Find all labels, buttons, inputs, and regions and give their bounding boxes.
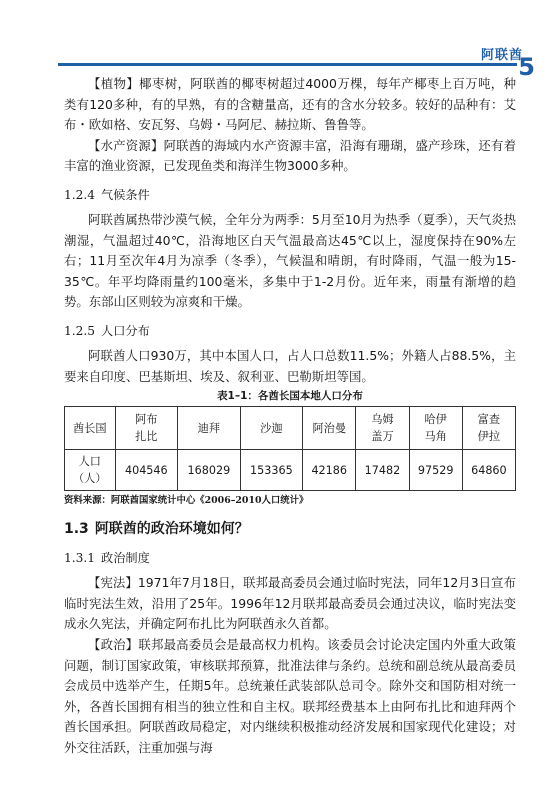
running-header-title: 阿联酋 — [480, 48, 523, 63]
table-header-cell: 哈伊 马角 — [409, 407, 462, 450]
paragraph-aquatic: 【水产资源】阿联酋的海域内水产资源丰富，沿海有珊瑚，盛产珍珠，还有着丰富的渔业资源，已发现鱼类和海洋生物3000多种。 — [64, 137, 516, 174]
heading-politics — [64, 518, 516, 540]
table-cell: 153365 — [240, 450, 303, 491]
table-cell: 17482 — [356, 450, 409, 491]
paragraph-population: 阿联酋人口930万，其中本国人口，占人口总数11.5%；外籍人占88.5%，主要来自印度、巴基斯坦、埃及、叙利亚、巴勒斯坦等国。 — [64, 347, 516, 384]
header-rule — [58, 63, 517, 66]
table-header-cell: 阿治曼 — [303, 407, 356, 450]
table-cell: 404546 — [115, 450, 178, 491]
table-header-cell: 富查 伊拉 — [462, 407, 515, 450]
table-cell: 64860 — [462, 450, 515, 491]
table-header-cell: 迪拜 — [178, 407, 241, 450]
table-header-row — [65, 407, 516, 450]
paragraph-politics: 【政治】联邦最高委员会是最高权力机构。该委员会讨论决定国内外重大政策问题，制订国家政策，审核联邦预算，批准法律与条约。总统和副总统从最高委员会成员中选举产生，任期5年。总统兼任武装部队总司令。除外交和国防相对统一外，各酋长国拥有相当的独立性和自主权。联邦经费基本上由阿布扎比和迪拜两个酋长国承担。阿联酋政局稳定，对内继续积极推动经济发展和国家现代化建设；对外交往活跃，注重加强与海 — [64, 636, 516, 755]
paragraph-constitution: 【宪法】1971年7月18日，联邦最高委员会通过临时宪法，同年12月3日宣布临时宪法生效，沿用了25年。1996年12月联邦最高委员会通过决议，临时宪法变成永久宪法，并确定阿布扎比为阿联酋永久首都。 — [64, 575, 516, 632]
heading-climate — [64, 186, 516, 204]
table-caption: 表1–1：各酋长国本地人口分布 — [217, 390, 363, 403]
page-number: 5 — [518, 53, 535, 81]
heading-climate-number: 1.2.4 — [64, 187, 96, 202]
table-header-cell: 阿布 扎比 — [115, 407, 178, 450]
table-row-label: 人口 （人） — [65, 450, 116, 491]
table-header-cell: 乌姆 盖万 — [356, 407, 409, 450]
heading-population — [64, 322, 516, 340]
heading-politics-number: 1.3 — [64, 521, 89, 538]
population-table — [64, 406, 516, 491]
paragraph-plants: 【植物】椰枣树，阿联酋的椰枣树超过4000万棵，每年产椰枣上百万吨，种类有120多种，有的早熟，有的含糖量高，还有的含水分较多。较好的品种有：艾布・欧如格、安瓦努、乌姆・马阿尼、赫拉斯、鲁鲁等。 — [64, 76, 516, 133]
page-body — [64, 74, 516, 758]
table-cell: 168029 — [178, 450, 241, 491]
heading-political-system-title: 政治制度 — [101, 551, 150, 566]
heading-climate-title: 气候条件 — [101, 187, 150, 202]
table-cell: 97529 — [409, 450, 462, 491]
heading-population-title: 人口分布 — [101, 323, 150, 338]
table-source-note: 资料来源：阿联酋国家统计中心《2006–2010人口统计》 — [64, 495, 309, 507]
table-cell: 42186 — [303, 450, 356, 491]
paragraph-climate: 阿联酋属热带沙漠气候，全年分为两季：5月至10月为热季（夏季），天气炎热潮湿，气温超过40℃，沿海地区白天气温最高达45℃以上，湿度保持在90%左右；11月至次年4月为凉季（冬季），气候温和晴朗，有时降雨，气温一般为15-35℃。年平均降雨量约100毫米，多集中于1-2月份。近年来，雨量有渐增的趋势。东部山区则较为凉爽和干燥。 — [64, 211, 516, 310]
heading-political-system — [64, 549, 516, 567]
heading-political-system-number: 1.3.1 — [64, 551, 96, 566]
table-header-cell: 沙迦 — [240, 407, 303, 450]
heading-politics-title: 阿联酋的政治环境如何？ — [94, 521, 249, 538]
heading-population-number: 1.2.5 — [64, 323, 96, 338]
table-row — [65, 450, 516, 491]
table-header-cell: 酋长国 — [65, 407, 116, 450]
